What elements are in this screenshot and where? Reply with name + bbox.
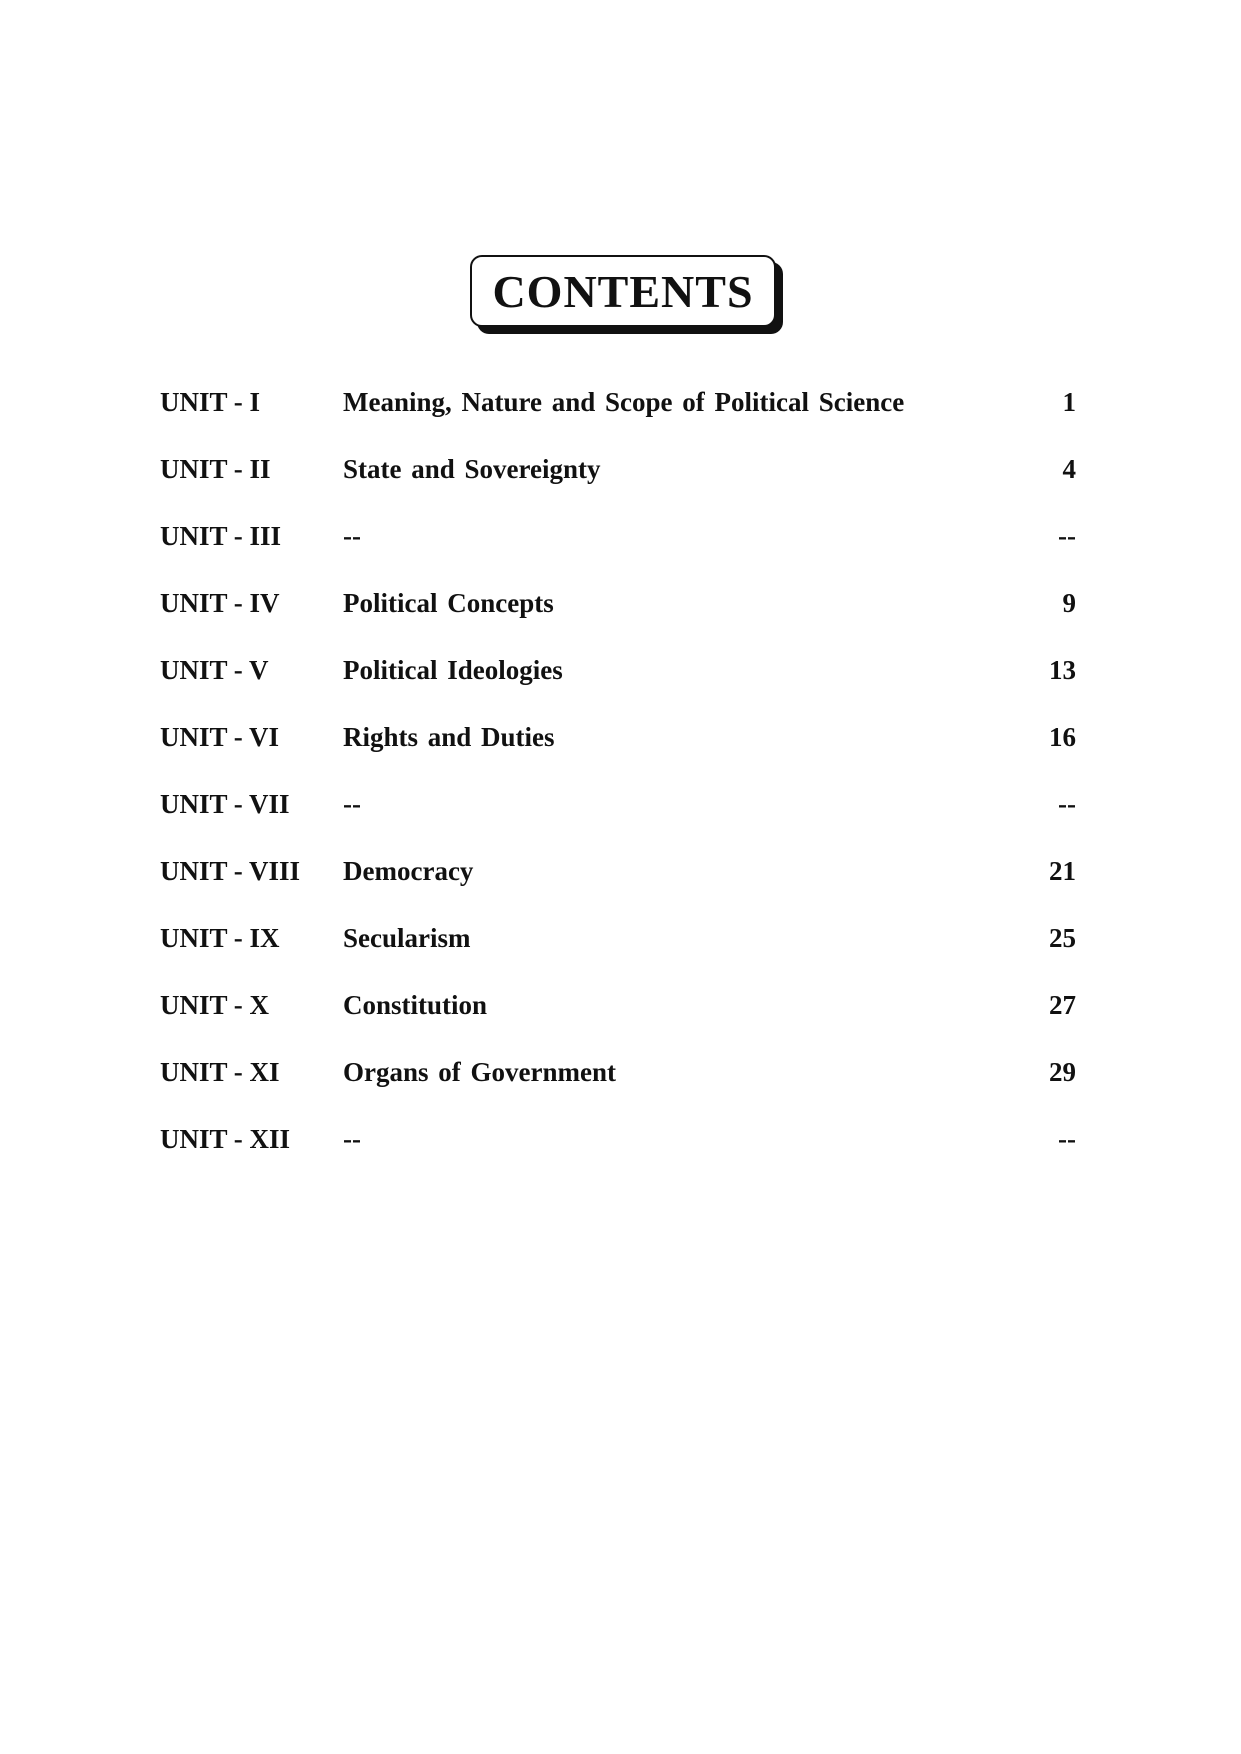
unit-page-number: -- (1058, 1124, 1076, 1154)
unit-label: UNIT - XI (160, 1057, 280, 1087)
unit-title: Constitution (343, 990, 488, 1020)
heading-box-frame (470, 255, 776, 327)
unit-label: UNIT - I (160, 387, 261, 417)
unit-page-number: 21 (1049, 856, 1076, 886)
toc-row-unit-4[interactable] (160, 570, 1076, 637)
unit-label: UNIT - XII (160, 1124, 291, 1154)
unit-label: UNIT - VI (160, 722, 280, 752)
toc-row-unit-10[interactable] (160, 972, 1076, 1039)
toc-row-unit-5[interactable] (160, 637, 1076, 704)
page-title: CONTENTS (492, 265, 754, 317)
unit-title: Secularism (343, 923, 471, 953)
unit-page-number: 1 (1062, 387, 1076, 417)
toc-row-unit-12[interactable] (160, 1106, 1076, 1173)
toc-row-unit-8[interactable] (160, 838, 1076, 905)
unit-page-number: 4 (1062, 454, 1076, 484)
unit-label: UNIT - VIII (160, 856, 301, 886)
unit-label: UNIT - II (160, 454, 271, 484)
toc-row-unit-7[interactable] (160, 771, 1076, 838)
unit-title: Rights and Duties (343, 722, 555, 752)
unit-title: -- (343, 1124, 361, 1154)
unit-page-number: -- (1058, 521, 1076, 551)
table-of-contents (160, 369, 1076, 1173)
toc-row-unit-9[interactable] (160, 905, 1076, 972)
unit-title: Democracy (343, 856, 474, 886)
unit-page-number: 16 (1049, 722, 1076, 752)
unit-title: Political Ideologies (343, 655, 563, 685)
unit-label: UNIT - III (160, 521, 282, 551)
toc-row-unit-1[interactable] (160, 369, 1076, 436)
contents-heading-box (470, 255, 776, 327)
unit-label: UNIT - VII (160, 789, 290, 819)
toc-row-unit-2[interactable] (160, 436, 1076, 503)
unit-label: UNIT - X (160, 990, 270, 1020)
unit-page-number: 25 (1049, 923, 1076, 953)
unit-page-number: 13 (1049, 655, 1076, 685)
unit-title: -- (343, 789, 361, 819)
unit-page-number: -- (1058, 789, 1076, 819)
unit-title: -- (343, 521, 361, 551)
unit-page-number: 27 (1049, 990, 1076, 1020)
unit-label: UNIT - V (160, 655, 269, 685)
unit-page-number: 29 (1049, 1057, 1076, 1087)
unit-title: Organs of Government (343, 1057, 616, 1087)
unit-title: State and Sovereignty (343, 454, 601, 484)
toc-row-unit-3[interactable] (160, 503, 1076, 570)
unit-title: Political Concepts (343, 588, 554, 618)
unit-label: UNIT - IX (160, 923, 280, 953)
unit-title: Meaning, Nature and Scope of Political Science (343, 387, 905, 417)
toc-row-unit-11[interactable] (160, 1039, 1076, 1106)
toc-row-unit-6[interactable] (160, 704, 1076, 771)
unit-label: UNIT - IV (160, 588, 280, 618)
unit-page-number: 9 (1062, 588, 1076, 618)
